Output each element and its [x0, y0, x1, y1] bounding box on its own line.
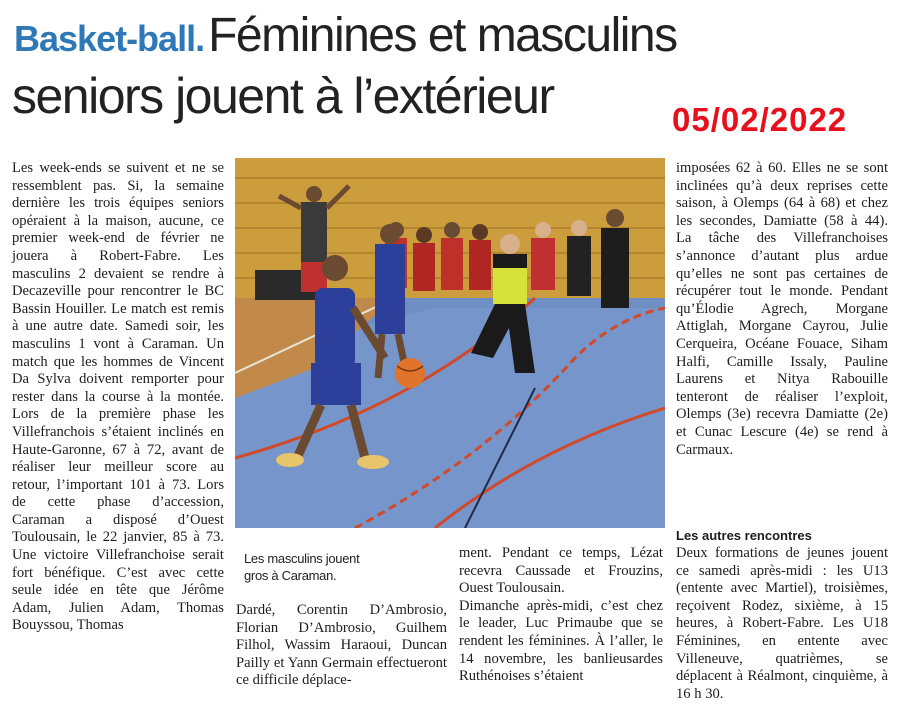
article-column-2 — [236, 602, 447, 690]
section-subhead: Les autres rencontres — [676, 528, 812, 543]
photo-illustration — [235, 158, 665, 528]
article-column-4 — [676, 160, 888, 459]
caption-line-2: gros à Caraman. — [244, 568, 337, 583]
article-text: ment. Pendant ce temps, Lézat recevra Caussade et Frouzins, Ouest Toulousain. — [459, 545, 663, 597]
headline-row1 — [14, 8, 677, 75]
article-text: Deux formations de jeunes jouent ce samedi après-midi : les U13 (entente avec Martiel), troisièmes, reçoivent Rodez, sixième, à 15 heures, à Robert-Fabre. Les U18 Féminines, en entente avec Villeneuve, quatrièmes, se déplacent à Réalmont, cinquième, à 16 h 30. — [676, 545, 888, 702]
basketball-photo — [235, 158, 665, 528]
article-text: Dimanche après-midi, c’est chez le leader, Luc Primaube que se rendent les féminines. À l’aller, le 14 novembre, les banlieusardes Ruthénoises s’étaient — [459, 597, 663, 685]
article-column-3 — [459, 545, 663, 686]
article-column-4-bottom — [676, 528, 888, 703]
article-text: Dardé, Corentin D’Ambrosio, Florian D’Ambrosio, Guilhem Filhol, Wassim Haraoui, Duncan Pailly et Yann Germain effectueront ce difficile déplace- — [236, 602, 447, 689]
caption-line-1: Les masculins jouent — [244, 551, 360, 566]
article-text: imposées 62 à 60. Elles ne se sont inclinées qu’à deux reprises cette saison, à Olemps (64 à 68) et chez les secondes, Damiatte (58 à 44). La tâche des Villefranchoises s’annonce d’autant plus ardue qu’elles ne sont pas certaines de récupérer tout le monde. Pendant qu’Élodie Agrech, Morgane Attiglah, Morgane Cayrou, Julie Cerqueira, Océane Fouace, Siham Halfi, Camille Issaly, Pauline Laurens et Nitya Rabouille tenteront de réaliser l’exploit, Olemps (3e) recevra Damiatte (2e) et Cunac Lescure (4e) se rend à Carmaux. — [676, 160, 888, 458]
article-text: Les week-ends se suivent et ne se ressemblent pas. Si, la semaine dernière les trois équipes seniors opéraient à la maison, aucune, ce premier week-end de février ne jouera à Robert-Fabre. Les masculins 2 devaient se rendre à Decazeville pour rencontrer le BC Bassin Houiller. Le match est remis à une autre date. Samedi soir, les masculins 1 vont à Caraman. Un match que les hommes de Vincent Da Sylva doivent remporter pour rester dans la course à la montée. Lors de la première phase les Villefranchois s’étaient inclinés en Haute-Garonne, 67 à 72, avant de réaliser leur meilleur score au retour, l’important 101 à 73. Lors de cette phase d’accession, Caraman a disposé d’Ouest Toulousain, le 22 janvier, 85 à 73. Une victoire Villefranchoise serait fort bénéfique. C’est avec cette seule idée en tête que Jérôme Adam, Julien Adam, Thomas Bouyssou, Thomas — [12, 160, 224, 634]
article-column-1 — [12, 160, 224, 635]
date-stamp: 05/02/2022 — [672, 101, 848, 138]
headline-kicker: Basket-ball. — [14, 18, 205, 59]
photo-caption — [244, 550, 444, 584]
headline-line2: seniors jouent à l’extérieur — [12, 68, 554, 124]
headline-line1: Féminines et masculins — [208, 9, 677, 62]
